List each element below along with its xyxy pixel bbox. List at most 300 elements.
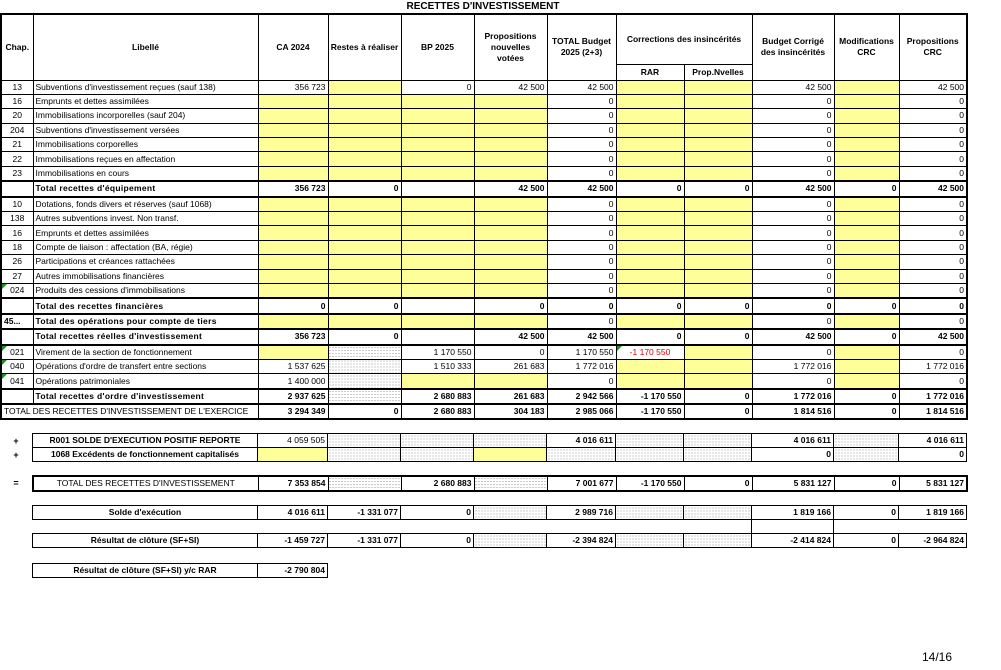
ca-cell[interactable] xyxy=(258,109,328,123)
r001-row xyxy=(33,434,967,448)
mod-cell[interactable] xyxy=(834,374,899,389)
bp-cell[interactable] xyxy=(401,166,474,181)
ca-cell[interactable] xyxy=(258,197,328,212)
bp-cell[interactable] xyxy=(401,123,474,137)
bp-cell[interactable] xyxy=(401,269,474,283)
mod-cell[interactable] xyxy=(834,283,899,298)
r1068-budget-corrige: 0 xyxy=(752,448,834,462)
bc-cell: 0 xyxy=(752,197,834,212)
pn-cell: 0 xyxy=(684,329,752,344)
total-cell: 0 xyxy=(547,226,616,240)
rar-cell[interactable] xyxy=(616,240,684,254)
resultat-restes: -1 331 077 xyxy=(328,534,401,548)
resultat-total: -2 394 824 xyxy=(547,534,616,548)
ca-cell[interactable] xyxy=(258,255,328,269)
bc-cell: 0 xyxy=(752,283,834,298)
ca-cell: 356 723 xyxy=(258,181,328,196)
restes-cell[interactable] xyxy=(328,166,401,181)
mod-cell[interactable] xyxy=(834,109,899,123)
mod-cell: 0 xyxy=(834,404,899,419)
total-cell: 2 985 066 xyxy=(547,404,616,419)
pn-cell[interactable] xyxy=(684,80,752,94)
bp-cell[interactable] xyxy=(401,226,474,240)
table-row xyxy=(1,226,967,240)
solde-label: Solde d'exécution xyxy=(33,506,258,520)
ca-cell[interactable] xyxy=(258,226,328,240)
header-chap: Chap. xyxy=(1,14,33,80)
plus-sign: + xyxy=(13,450,19,460)
total-row xyxy=(1,389,967,404)
bp-cell[interactable] xyxy=(401,212,474,226)
chap-cell xyxy=(1,181,33,196)
ca-cell[interactable] xyxy=(258,123,328,137)
prop-cell[interactable] xyxy=(474,152,547,166)
pn-cell[interactable] xyxy=(684,240,752,254)
chap-cell xyxy=(1,389,33,404)
page-title: RECETTES D'INVESTISSEMENT xyxy=(406,1,560,12)
ca-cell[interactable] xyxy=(258,166,328,181)
prop-cell[interactable] xyxy=(474,123,547,137)
restes-cell[interactable] xyxy=(328,138,401,152)
hatched-cell xyxy=(474,506,547,520)
restes-cell[interactable] xyxy=(328,226,401,240)
pcrc-cell: 0 xyxy=(899,314,967,329)
bc-cell: 42 500 xyxy=(752,329,834,344)
mod-cell[interactable] xyxy=(834,212,899,226)
rar-cell[interactable] xyxy=(616,314,684,329)
restes-cell[interactable] xyxy=(328,94,401,108)
rar-cell[interactable] xyxy=(616,94,684,108)
restes-cell xyxy=(328,345,401,360)
pn-cell[interactable] xyxy=(684,226,752,240)
bp-cell: 1 170 550 xyxy=(401,345,474,360)
mod-cell[interactable] xyxy=(834,226,899,240)
ca-cell: 2 937 625 xyxy=(258,389,328,404)
r1068-prop-input[interactable] xyxy=(474,448,547,462)
libelle-cell: Subventions d'investissement versées xyxy=(33,123,258,137)
header-propositions-crc: Propositions CRC xyxy=(899,14,967,80)
bp-cell[interactable] xyxy=(401,314,474,329)
bc-cell: 1 814 516 xyxy=(752,404,834,419)
table-row xyxy=(1,152,967,166)
libelle-cell: TOTAL DES RECETTES D'INVESTISSEMENT DE L'EXERCICE xyxy=(1,404,258,419)
chap-cell: 021 xyxy=(1,345,33,360)
hatched-cell xyxy=(684,434,752,448)
resultat-rar-table xyxy=(32,563,328,578)
solde-total: 2 989 716 xyxy=(547,506,616,520)
resultat-rar-row xyxy=(33,564,328,578)
pn-cell[interactable] xyxy=(684,138,752,152)
chap-cell xyxy=(1,329,33,344)
bp-cell xyxy=(401,298,474,313)
libelle-cell: Autres subventions invest. Non transf. xyxy=(33,212,258,226)
total-cell: 1 170 550 xyxy=(547,345,616,360)
prop-cell[interactable] xyxy=(474,94,547,108)
bc-cell: 1 772 016 xyxy=(752,389,834,404)
pn-cell[interactable] xyxy=(684,94,752,108)
hatched-cell xyxy=(328,476,401,491)
restes-cell: 0 xyxy=(328,329,401,344)
resultat-ca: -1 459 727 xyxy=(258,534,328,548)
restes-cell: 0 xyxy=(328,298,401,313)
pn-cell: 0 xyxy=(684,389,752,404)
prop-cell[interactable] xyxy=(474,226,547,240)
total-cell: 0 xyxy=(547,212,616,226)
chap-cell: 041 xyxy=(1,374,33,389)
ca-cell[interactable] xyxy=(258,269,328,283)
libelle-cell: Autres immobilisations financières xyxy=(33,269,258,283)
bc-cell: 0 xyxy=(752,123,834,137)
hatched-cell xyxy=(547,448,616,462)
equals-sign: = xyxy=(13,478,19,488)
prop-cell: 42 500 xyxy=(474,181,547,196)
mod-cell[interactable] xyxy=(834,123,899,137)
bp-cell: 0 xyxy=(401,80,474,94)
pcrc-cell: 0 xyxy=(899,123,967,137)
rar-cell[interactable] xyxy=(616,197,684,212)
libelle-cell: Total recettes d'équipement xyxy=(33,181,258,196)
hatched-cell xyxy=(834,448,899,462)
bc-cell: 0 xyxy=(752,345,834,360)
total-cell: 42 500 xyxy=(547,80,616,94)
pcrc-cell: 0 xyxy=(899,226,967,240)
rar-cell[interactable] xyxy=(616,123,684,137)
libelle-cell: Opérations patrimoniales xyxy=(33,374,258,389)
rar-cell[interactable] xyxy=(616,374,684,389)
ca-cell: 1 400 000 xyxy=(258,374,328,389)
pn-cell[interactable] xyxy=(684,197,752,212)
chap-cell: 024 xyxy=(1,283,33,298)
bp-cell: 1 510 333 xyxy=(401,359,474,373)
total-cell: 0 xyxy=(547,255,616,269)
libelle-cell: Dotations, fonds divers et réserves (sauf 1068) xyxy=(33,197,258,212)
rar-cell[interactable] xyxy=(616,212,684,226)
prop-cell[interactable] xyxy=(474,138,547,152)
prop-cell[interactable] xyxy=(474,283,547,298)
pcrc-cell: 0 xyxy=(899,345,967,360)
ca-cell[interactable] xyxy=(258,314,328,329)
restes-cell[interactable] xyxy=(328,197,401,212)
rar-cell[interactable] xyxy=(616,166,684,181)
restes-cell[interactable] xyxy=(328,80,401,94)
restes-cell[interactable] xyxy=(328,269,401,283)
bc-cell: 0 xyxy=(752,314,834,329)
header-prop-nvelles: Prop.Nvelles xyxy=(684,64,752,80)
prop-cell[interactable] xyxy=(474,269,547,283)
libelle-cell: Emprunts et dettes assimilées xyxy=(33,94,258,108)
rar-cell[interactable] xyxy=(616,255,684,269)
mod-cell[interactable] xyxy=(834,269,899,283)
restes-cell[interactable] xyxy=(328,123,401,137)
libelle-cell: Total des opérations pour compte de tiers xyxy=(33,314,258,329)
page-number: 14/16 xyxy=(922,650,953,664)
hatched-cell xyxy=(474,534,547,548)
pn-cell[interactable] xyxy=(684,123,752,137)
libelle-cell: Immobilisations corporelles xyxy=(33,138,258,152)
chap-cell: 21 xyxy=(1,138,33,152)
hatched-cell xyxy=(684,534,752,548)
bp-cell[interactable] xyxy=(401,109,474,123)
pcrc-cell: 0 xyxy=(899,109,967,123)
bp-cell[interactable] xyxy=(401,374,474,389)
rar-cell[interactable] xyxy=(616,109,684,123)
total-cell: 0 xyxy=(547,123,616,137)
prop-cell[interactable] xyxy=(474,109,547,123)
header-libelle: Libellé xyxy=(33,14,258,80)
pcrc-cell: 0 xyxy=(899,94,967,108)
resultat-bp: 0 xyxy=(401,534,474,548)
bp-cell[interactable] xyxy=(401,94,474,108)
chap-cell: 27 xyxy=(1,269,33,283)
pn-cell[interactable] xyxy=(684,166,752,181)
total-cell: 0 xyxy=(547,109,616,123)
r001-total: 4 016 611 xyxy=(547,434,616,448)
bp-cell[interactable] xyxy=(401,283,474,298)
pcrc-cell: 0 xyxy=(899,166,967,181)
libelle-cell: Total des recettes financières xyxy=(33,298,258,313)
mod-cell[interactable] xyxy=(834,345,899,360)
hatched-cell xyxy=(328,448,401,462)
header-total-budget: TOTAL Budget 2025 (2+3) xyxy=(547,14,616,80)
pn-cell[interactable] xyxy=(684,212,752,226)
prop-cell[interactable] xyxy=(474,212,547,226)
bp-cell[interactable] xyxy=(401,255,474,269)
total-row xyxy=(1,298,967,313)
pn-cell[interactable] xyxy=(684,345,752,360)
hatched-cell xyxy=(834,434,899,448)
total-cell: 2 942 566 xyxy=(547,389,616,404)
table-row xyxy=(1,212,967,226)
table-row xyxy=(1,109,967,123)
total-bp: 2 680 883 xyxy=(401,476,474,491)
summary-total-table xyxy=(32,475,968,492)
header-propositions: Propositions nouvelles votées xyxy=(474,14,547,80)
table-row xyxy=(1,314,967,329)
mod-cell[interactable] xyxy=(834,80,899,94)
ca-cell: 356 723 xyxy=(258,80,328,94)
restes-cell[interactable] xyxy=(328,255,401,269)
bc-cell: 0 xyxy=(752,166,834,181)
ca-cell[interactable] xyxy=(258,212,328,226)
mod-cell[interactable] xyxy=(834,197,899,212)
mod-cell[interactable] xyxy=(834,152,899,166)
restes-cell[interactable] xyxy=(328,212,401,226)
r1068-label: 1068 Excédents de fonctionnement capitalisés xyxy=(33,448,258,462)
restes-cell[interactable] xyxy=(328,283,401,298)
pn-cell[interactable] xyxy=(684,359,752,373)
total-cell: 0 xyxy=(547,166,616,181)
hatched-cell xyxy=(616,434,684,448)
r1068-ca-input[interactable] xyxy=(258,448,328,462)
pcrc-cell: 0 xyxy=(899,255,967,269)
total-row xyxy=(1,404,967,419)
table-row xyxy=(1,374,967,389)
rar-cell[interactable] xyxy=(616,226,684,240)
pn-cell: 0 xyxy=(684,298,752,313)
solde-prop-crc: 1 819 166 xyxy=(899,506,967,520)
bp-cell xyxy=(401,181,474,196)
ca-cell[interactable] xyxy=(258,138,328,152)
pn-cell[interactable] xyxy=(684,269,752,283)
table-row xyxy=(1,123,967,137)
pcrc-cell: 42 500 xyxy=(899,181,967,196)
libelle-cell: Immobilisations reçues en affectation xyxy=(33,152,258,166)
mod-cell[interactable] xyxy=(834,314,899,329)
rar-cell[interactable] xyxy=(616,269,684,283)
rar-cell: -1 170 550 xyxy=(616,345,684,360)
ca-cell[interactable] xyxy=(258,152,328,166)
mod-cell[interactable] xyxy=(834,255,899,269)
restes-cell[interactable] xyxy=(328,314,401,329)
pcrc-cell: 1 772 016 xyxy=(899,389,967,404)
bc-cell: 0 xyxy=(752,269,834,283)
bc-cell: 0 xyxy=(752,226,834,240)
total-cell: 0 xyxy=(547,94,616,108)
ca-cell[interactable] xyxy=(258,283,328,298)
pn-cell[interactable] xyxy=(684,255,752,269)
resultat-row xyxy=(33,534,967,548)
solde-bp: 0 xyxy=(401,506,474,520)
chap-cell: 16 xyxy=(1,94,33,108)
prop-cell: 42 500 xyxy=(474,80,547,94)
prop-cell[interactable] xyxy=(474,314,547,329)
rar-cell[interactable] xyxy=(616,138,684,152)
hatched-cell xyxy=(328,434,401,448)
total-cell: 0 xyxy=(547,374,616,389)
prop-cell[interactable] xyxy=(474,255,547,269)
libelle-cell: Total recettes d'ordre d'investissement xyxy=(33,389,258,404)
libelle-cell: Opérations d'ordre de transfert entre sections xyxy=(33,359,258,373)
rar-cell[interactable] xyxy=(616,283,684,298)
chap-cell: 040 xyxy=(1,359,33,373)
summary-report-table xyxy=(32,433,967,462)
prop-cell[interactable] xyxy=(474,166,547,181)
table-row xyxy=(1,138,967,152)
mod-cell: 0 xyxy=(834,298,899,313)
rar-cell[interactable] xyxy=(616,152,684,166)
rar-cell[interactable] xyxy=(616,80,684,94)
header-modifications-crc: Modifications CRC xyxy=(834,14,899,80)
r001-ca[interactable]: 4 059 505 xyxy=(258,434,328,448)
bp-cell[interactable] xyxy=(401,197,474,212)
pcrc-cell: 0 xyxy=(899,152,967,166)
r001-prop-crc: 4 016 611 xyxy=(899,434,967,448)
header-corrections: Corrections des insincérités xyxy=(616,14,752,64)
hatched-cell xyxy=(616,534,684,548)
header-ca2024: CA 2024 xyxy=(258,14,328,80)
bc-cell: 0 xyxy=(752,152,834,166)
chap-cell: 138 xyxy=(1,212,33,226)
pn-cell[interactable] xyxy=(684,374,752,389)
rar-cell: 0 xyxy=(616,329,684,344)
rar-cell[interactable] xyxy=(616,359,684,373)
ca-cell[interactable] xyxy=(258,94,328,108)
rar-cell: -1 170 550 xyxy=(616,404,684,419)
r1068-row xyxy=(33,448,967,462)
bc-cell: 0 xyxy=(752,94,834,108)
prop-cell[interactable] xyxy=(474,197,547,212)
total-mod-crc: 0 xyxy=(834,476,899,491)
prop-cell: 261 683 xyxy=(474,389,547,404)
restes-cell xyxy=(328,359,401,373)
table-row xyxy=(1,359,967,373)
mod-cell[interactable] xyxy=(834,359,899,373)
total-cell: 1 772 016 xyxy=(547,359,616,373)
rar-cell: 0 xyxy=(616,298,684,313)
solde-restes: -1 331 077 xyxy=(328,506,401,520)
restes-cell: 0 xyxy=(328,404,401,419)
restes-cell[interactable] xyxy=(328,240,401,254)
mod-cell[interactable] xyxy=(834,240,899,254)
chap-cell: 26 xyxy=(1,255,33,269)
mod-cell[interactable] xyxy=(834,138,899,152)
bc-cell: 0 xyxy=(752,138,834,152)
libelle-cell: Subventions d'investissement reçues (sauf 138) xyxy=(33,80,258,94)
restes-cell[interactable] xyxy=(328,109,401,123)
header-restes: Restes à réaliser xyxy=(328,14,401,80)
chap-cell: 45... xyxy=(1,314,33,329)
prop-cell[interactable] xyxy=(474,374,547,389)
ca-cell[interactable] xyxy=(258,345,328,360)
plus-sign: + xyxy=(13,436,19,446)
bp-cell[interactable] xyxy=(401,240,474,254)
mod-cell[interactable] xyxy=(834,166,899,181)
pn-cell[interactable] xyxy=(684,283,752,298)
table-row xyxy=(1,269,967,283)
prop-cell: 42 500 xyxy=(474,329,547,344)
pcrc-cell: 0 xyxy=(899,298,967,313)
hatched-cell xyxy=(616,448,684,462)
bp-cell[interactable] xyxy=(401,152,474,166)
mod-cell: 0 xyxy=(834,181,899,196)
restes-cell: 0 xyxy=(328,181,401,196)
total-label: TOTAL DES RECETTES D'INVESTISSEMENT xyxy=(33,476,258,491)
pn-cell[interactable] xyxy=(684,152,752,166)
resultat-mod-crc: 0 xyxy=(834,534,899,548)
recettes-table xyxy=(0,13,968,420)
bc-cell: 0 xyxy=(752,109,834,123)
table-row xyxy=(1,166,967,181)
mod-cell[interactable] xyxy=(834,94,899,108)
pn-cell[interactable] xyxy=(684,314,752,329)
bc-cell: 0 xyxy=(752,212,834,226)
r1068-prop-crc: 0 xyxy=(899,448,967,462)
table-row xyxy=(1,94,967,108)
libelle-cell: Participations et créances rattachées xyxy=(33,255,258,269)
ca-cell: 356 723 xyxy=(258,329,328,344)
prop-cell: 304 183 xyxy=(474,404,547,419)
bp-cell[interactable] xyxy=(401,138,474,152)
bp-cell: 2 680 883 xyxy=(401,404,474,419)
pcrc-cell: 0 xyxy=(899,197,967,212)
ca-cell: 1 537 625 xyxy=(258,359,328,373)
ca-cell[interactable] xyxy=(258,240,328,254)
pn-cell[interactable] xyxy=(684,109,752,123)
restes-cell[interactable] xyxy=(328,152,401,166)
pcrc-cell: 1 772 016 xyxy=(899,359,967,373)
solde-row xyxy=(33,506,967,520)
total-recettes-row xyxy=(33,476,967,491)
prop-cell[interactable] xyxy=(474,240,547,254)
chap-cell: 204 xyxy=(1,123,33,137)
total-cell: 0 xyxy=(547,269,616,283)
libelle-cell: Immobilisations incorporelles (sauf 204) xyxy=(33,109,258,123)
restes-cell xyxy=(328,389,401,404)
bc-cell: 42 500 xyxy=(752,80,834,94)
prop-cell: 0 xyxy=(474,345,547,360)
total-rar: -1 170 550 xyxy=(616,476,684,491)
restes-cell xyxy=(328,374,401,389)
